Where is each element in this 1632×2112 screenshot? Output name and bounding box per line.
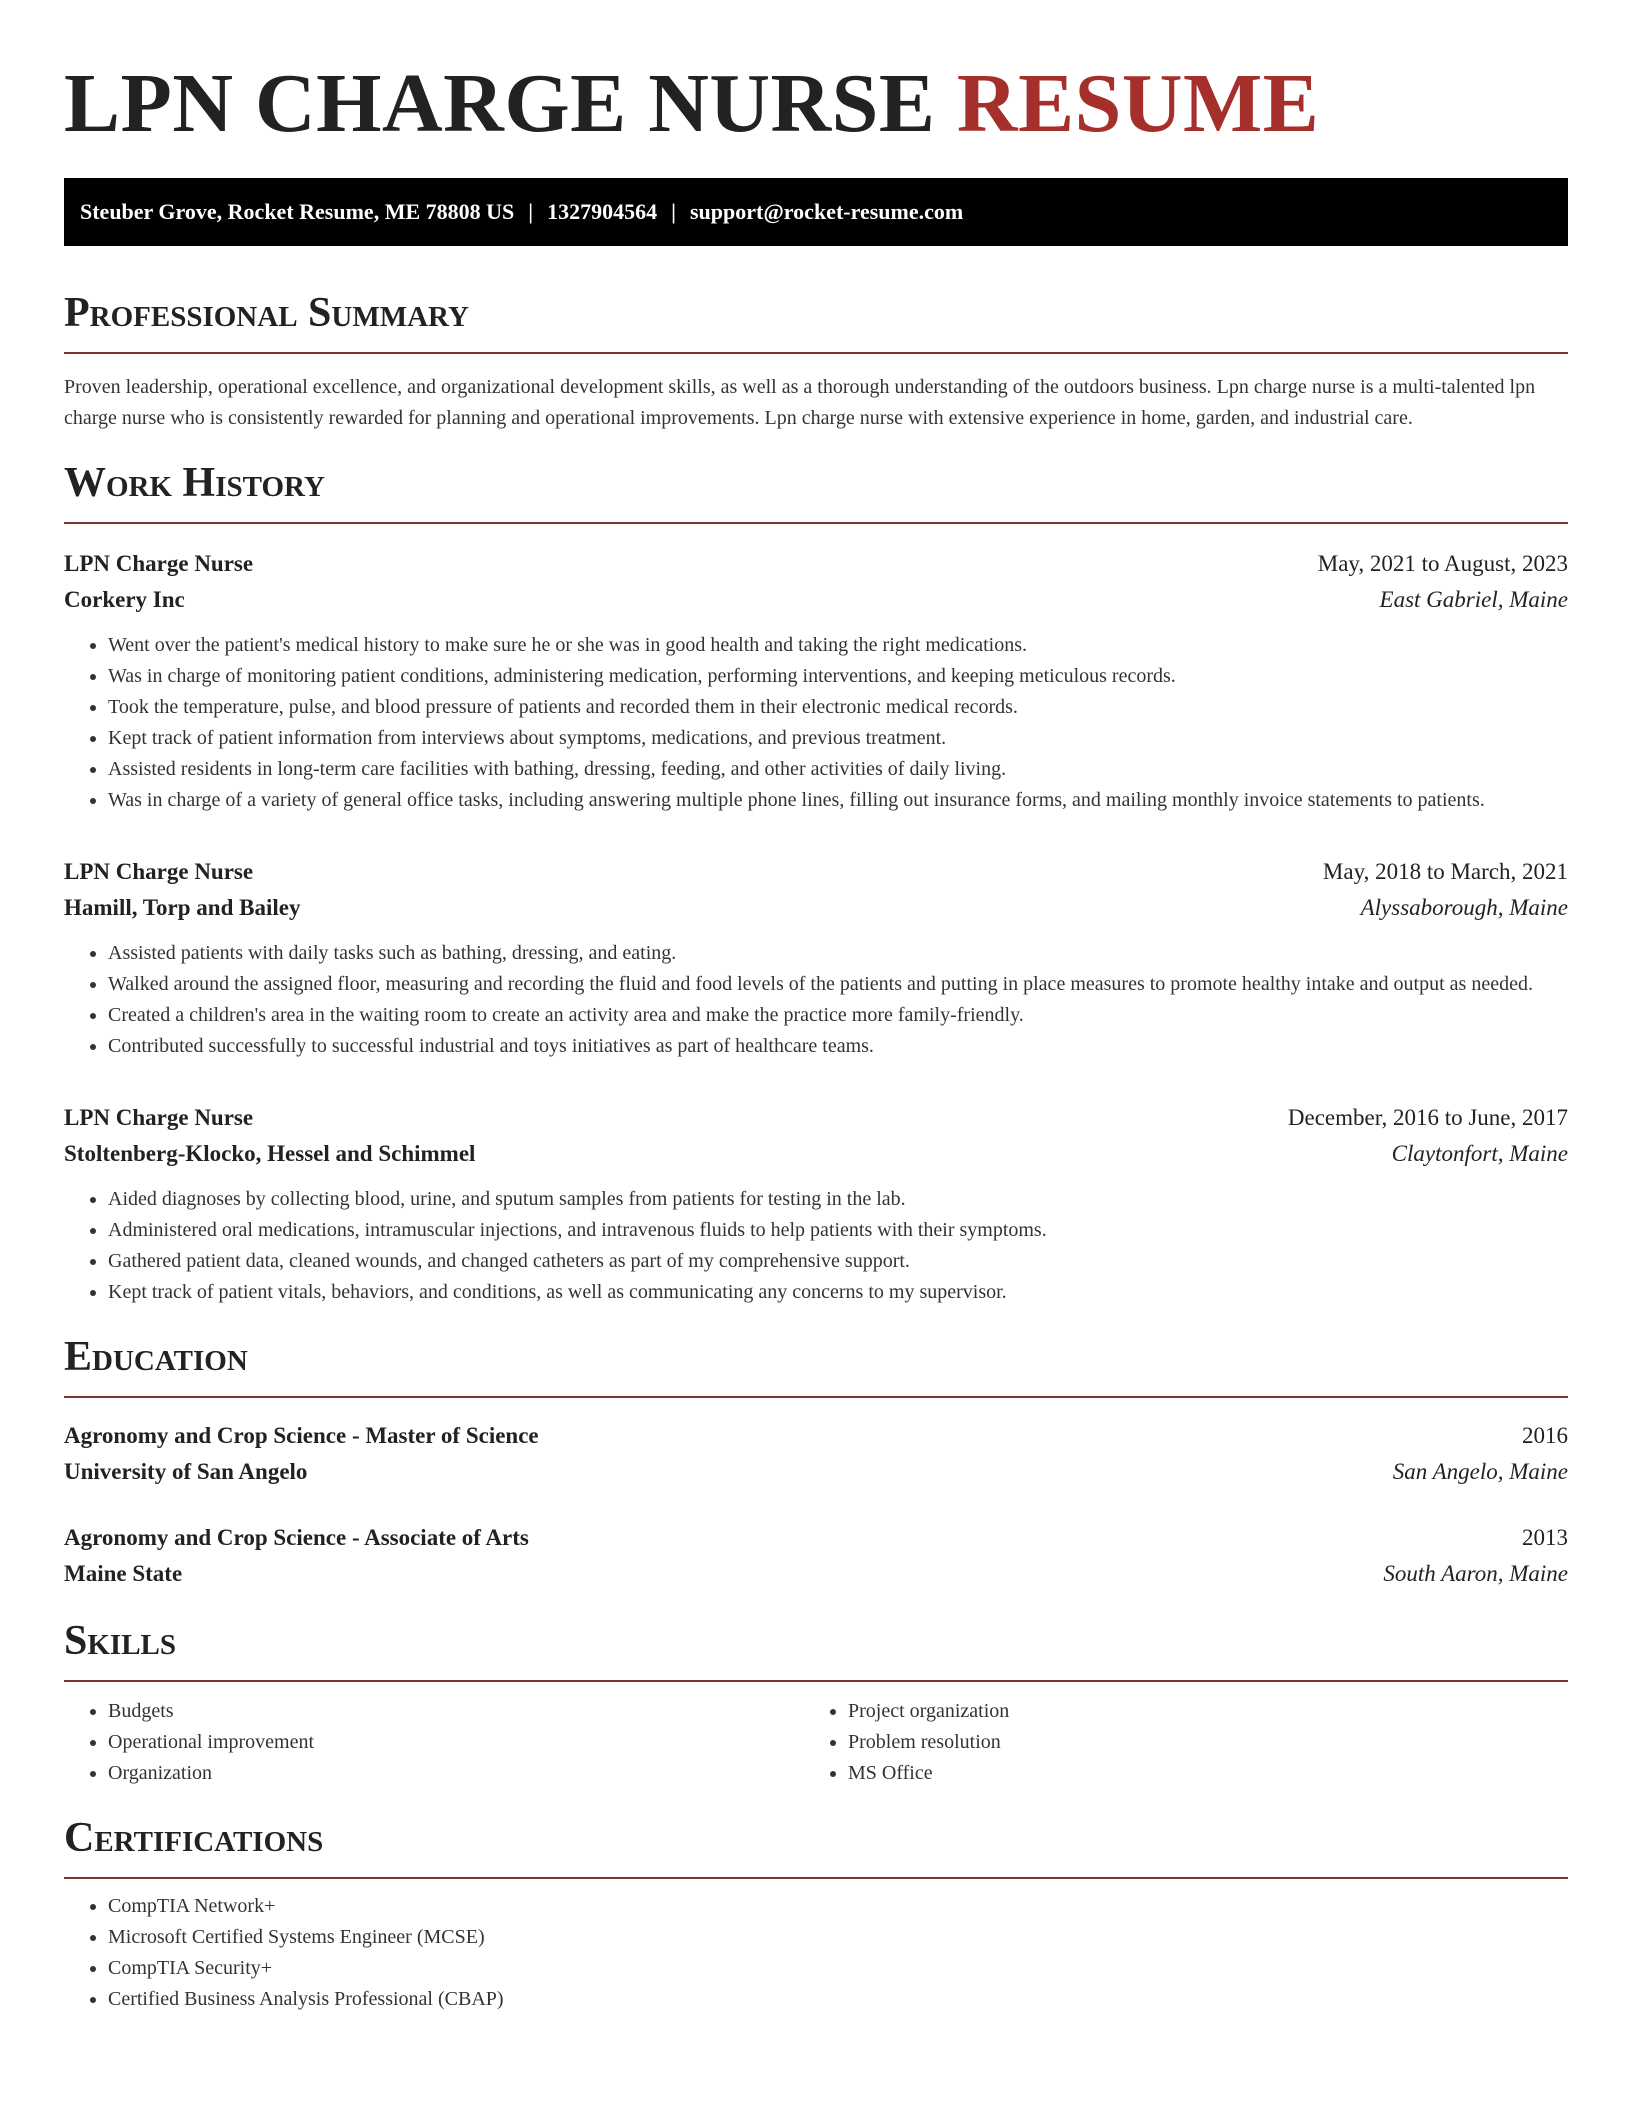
education-location: South Aaron, Maine <box>1383 1561 1568 1586</box>
skills-section <box>64 1618 1568 1789</box>
work-history-section <box>64 460 1568 1308</box>
job-entry <box>64 546 1568 816</box>
job-location: Claytonfort, Maine <box>1391 1141 1568 1166</box>
summary-section <box>64 290 1568 434</box>
skill-item: • Project organization <box>848 1696 1544 1727</box>
job-duty: • Assisted patients with daily tasks such as bathing, dressing, and eating. <box>108 938 1568 969</box>
contact-address: Steuber Grove, Rocket Resume, ME 78808 US <box>80 199 515 224</box>
job-title: LPN Charge Nurse <box>64 1105 254 1130</box>
contact-bar <box>64 178 1568 246</box>
contact-separator: | <box>528 199 534 224</box>
skill-item: • Problem resolution <box>848 1727 1544 1758</box>
job-duty: • Walked around the assigned floor, measuring and recording the fluid and food levels of the patients and putting in place measures to promote healthy intake and output as needed. <box>108 969 1568 1000</box>
certifications-heading: Certifications <box>64 1815 1568 1879</box>
job-duty: • Was in charge of a variety of general office tasks, including answering multiple phone lines, filling out insurance forms, and mailing monthly invoice statements to patients. <box>108 785 1568 816</box>
job-title: LPN Charge Nurse <box>64 859 254 884</box>
education-entry <box>64 1520 1568 1592</box>
contact-email: support@rocket-resume.com <box>689 199 964 224</box>
job-duty: • Took the temperature, pulse, and blood pressure of patients and recorded them in their electronic medical records. <box>108 692 1568 723</box>
education-year: 2016 <box>1522 1423 1568 1448</box>
skill-item: • Operational improvement <box>108 1727 804 1758</box>
skills-columns <box>64 1696 1568 1789</box>
job-dates: December, 2016 to June, 2017 <box>1287 1105 1568 1130</box>
certifications-section <box>64 1815 1568 2015</box>
job-duty: • Created a children's area in the waiting room to create an activity area and make the practice more family-friendly. <box>108 1000 1568 1031</box>
job-duty: • Administered oral medications, intramuscular injections, and intravenous fluids to help patients with their symptoms. <box>108 1215 1568 1246</box>
education-section <box>64 1334 1568 1592</box>
education-school: Maine State <box>64 1561 183 1586</box>
education-entry <box>64 1418 1568 1490</box>
job-duty: • Kept track of patient information from interviews about symptoms, medications, and previous treatment. <box>108 723 1568 754</box>
contact-phone: 1327904564 <box>547 199 658 224</box>
certification-item: • CompTIA Security+ <box>108 1953 1568 1984</box>
summary-text: Proven leadership, operational excellence, and organizational development skills, as well as a thorough understanding of the outdoors business. Lpn charge nurse is a multi-talented lpn charge nurse who is consistently rewarded for planning and operational improvements. Lpn charge nurse with extensive experience in home, garden, and industrial care. <box>64 376 1536 429</box>
skill-item: • Organization <box>108 1758 804 1789</box>
skills-list-left <box>64 1696 804 1789</box>
job-company: Hamill, Torp and Bailey <box>64 895 301 920</box>
job-entry <box>64 1100 1568 1308</box>
job-company: Stoltenberg-Klocko, Hessel and Schimmel <box>64 1141 476 1166</box>
job-duties <box>64 938 1568 1062</box>
job-company: Corkery Inc <box>64 587 185 612</box>
job-title: LPN Charge Nurse <box>64 551 254 576</box>
job-duty: • Went over the patient's medical history to make sure he or she was in good health and taking the right medications. <box>108 630 1568 661</box>
job-location: Alyssaborough, Maine <box>1360 895 1568 920</box>
job-dates: May, 2021 to August, 2023 <box>1317 551 1568 576</box>
skill-item: • MS Office <box>848 1758 1544 1789</box>
education-year: 2013 <box>1522 1525 1568 1550</box>
skills-list-right <box>804 1696 1544 1789</box>
certifications-list <box>64 1891 1568 2015</box>
certification-item: • Microsoft Certified Systems Engineer (MCSE) <box>108 1922 1568 1953</box>
job-duty: • Gathered patient data, cleaned wounds, and changed catheters as part of my comprehensive support. <box>108 1246 1568 1277</box>
job-duty: • Aided diagnoses by collecting blood, urine, and sputum samples from patients for testing in the lab. <box>108 1184 1568 1215</box>
job-duties <box>64 630 1568 816</box>
education-degree: Agronomy and Crop Science - Associate of Arts <box>64 1525 529 1550</box>
certification-item: • CompTIA Network+ <box>108 1891 1568 1922</box>
education-degree: Agronomy and Crop Science - Master of Science <box>64 1423 539 1448</box>
education-school: University of San Angelo <box>64 1459 308 1484</box>
summary-heading: Professional Summary <box>64 290 1568 354</box>
job-duty: • Kept track of patient vitals, behaviors, and conditions, as well as communicating any concerns to my supervisor. <box>108 1277 1568 1308</box>
job-entry <box>64 854 1568 1062</box>
job-duties <box>64 1184 1568 1308</box>
education-heading: Education <box>64 1334 1568 1398</box>
job-dates: May, 2018 to March, 2021 <box>1322 859 1568 884</box>
job-duty: • Assisted residents in long-term care facilities with bathing, dressing, feeding, and other activities of daily living. <box>108 754 1568 785</box>
skill-item: • Budgets <box>108 1696 804 1727</box>
contact-separator: | <box>671 199 676 224</box>
title-accent: RESUME <box>956 57 1320 150</box>
skills-heading: Skills <box>64 1618 1568 1682</box>
resume-title <box>64 0 1568 152</box>
job-location: East Gabriel, Maine <box>1379 587 1568 612</box>
resume-page <box>64 0 1568 2015</box>
education-location: San Angelo, Maine <box>1392 1459 1568 1484</box>
job-duty: • Was in charge of monitoring patient conditions, administering medication, performing interventions, and keeping meticulous records. <box>108 661 1568 692</box>
title-main: LPN CHARGE NURSE <box>64 57 936 150</box>
job-duty: • Contributed successfully to successful industrial and toys initiatives as part of healthcare teams. <box>108 1031 1568 1062</box>
certification-item: • Certified Business Analysis Professional (CBAP) <box>108 1984 1568 2015</box>
work-history-heading: Work History <box>64 460 1568 524</box>
